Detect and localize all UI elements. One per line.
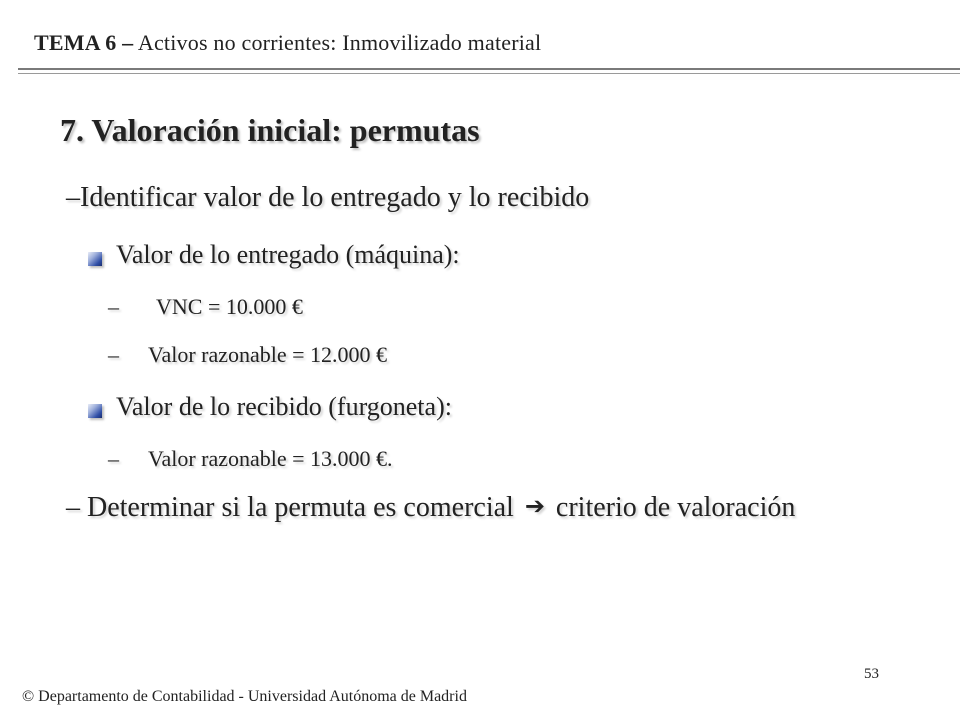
item-vnc: VNC = 10.000 € [156,294,303,319]
subheading-recibido: Valor de lo recibido (furgoneta): [116,392,452,421]
point-determinar [66,492,795,524]
item-valor-razonable-entregado: Valor razonable = 12.000 € [148,342,388,367]
right-arrow-icon: ➔ [524,492,545,520]
square-bullet-icon [88,404,102,418]
dash-marker: – [108,446,119,471]
item-valor-razonable-recibido: Valor razonable = 13.000 €. [148,446,393,471]
page-number: 53 [864,666,879,682]
header-tema-title: Activos no corrientes: Inmovilizado material [133,30,542,55]
header-tema-label: TEMA 6 – [34,30,134,55]
slide-title: 7. Valoración inicial: permutas [60,112,480,148]
square-bullet-icon [88,252,102,266]
point-determinar-criterio: criterio de valoración [555,492,796,523]
point-identificar: –Identificar valor de lo entregado y lo recibido [66,182,590,213]
footer-copyright: © Departamento de Contabilidad - Universidad Autónoma de Madrid [22,688,467,705]
point-determinar-text: – Determinar si la permuta es comercial [66,492,514,523]
dash-marker: – [108,294,119,319]
header-divider [18,68,960,70]
dash-marker: – [108,342,119,367]
slide-header [34,30,541,56]
header-divider-secondary [18,73,960,74]
subheading-entregado: Valor de lo entregado (máquina): [116,240,460,269]
